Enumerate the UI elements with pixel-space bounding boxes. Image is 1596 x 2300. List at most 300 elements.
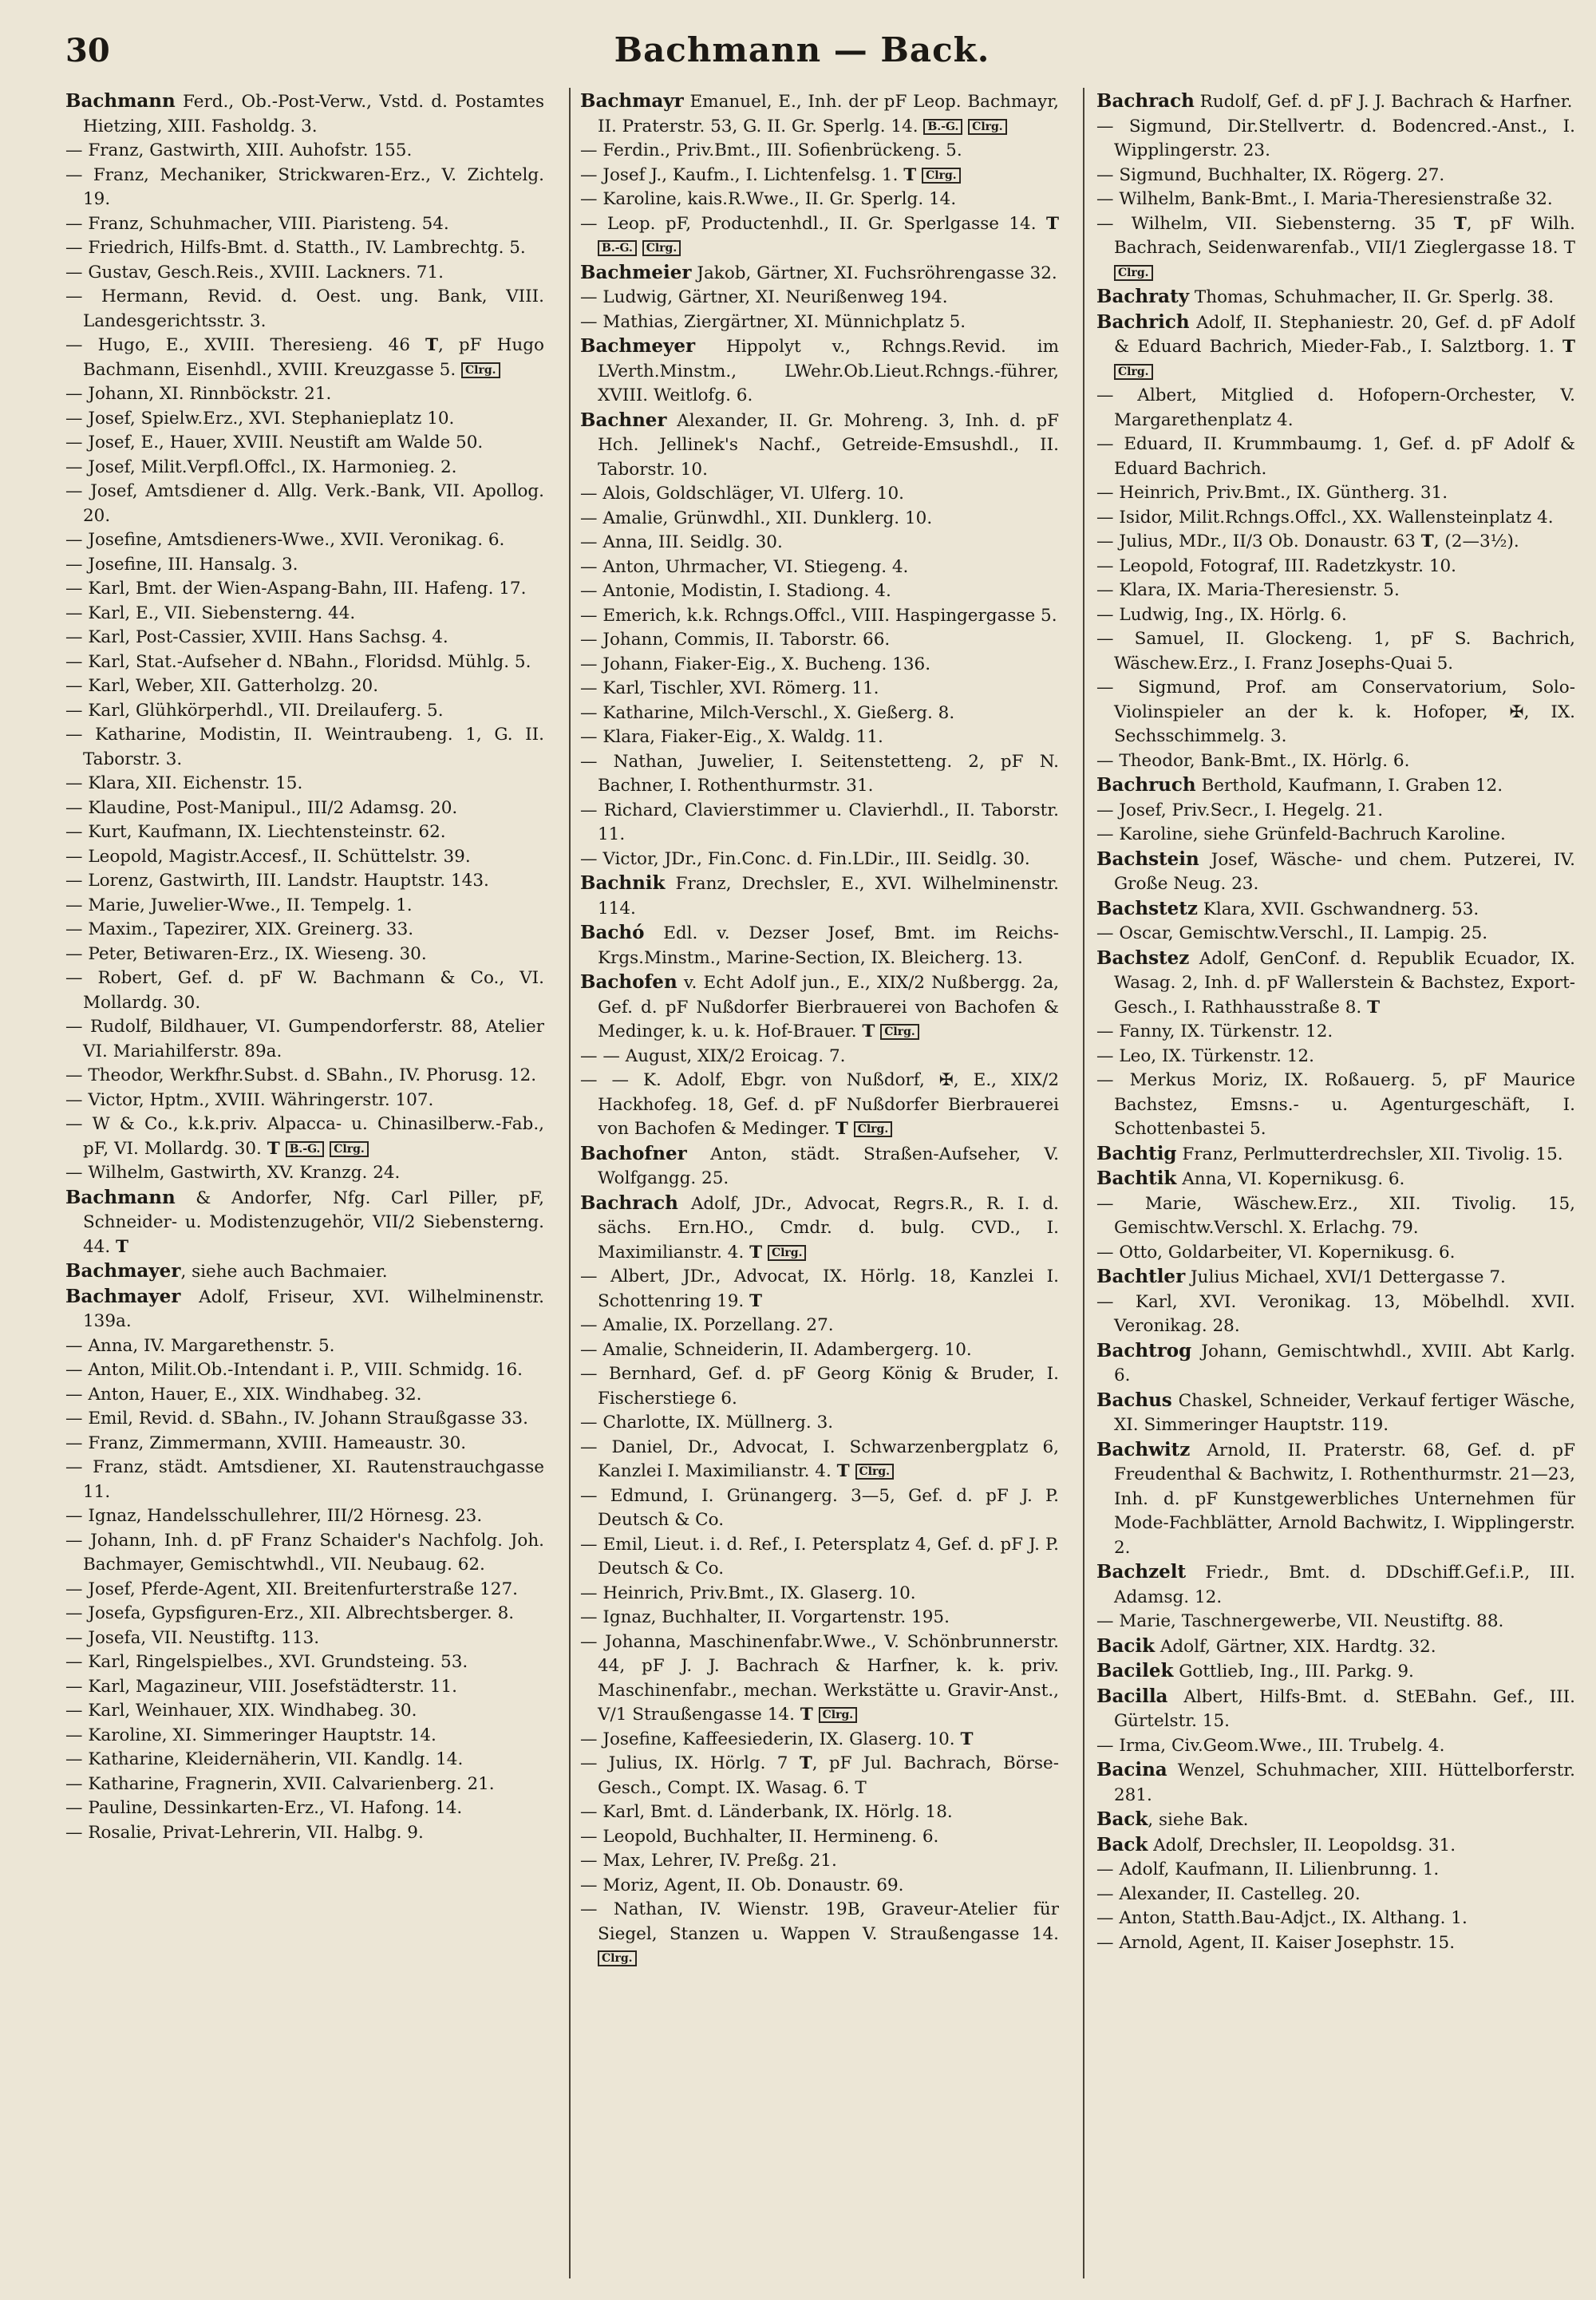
directory-entry: [580, 1314, 1059, 1338]
telephone-mark: T: [116, 1236, 129, 1257]
directory-entry: [65, 382, 544, 407]
directory-entry: [580, 164, 1059, 188]
directory-entry: [580, 1142, 1059, 1191]
directory-entry: [65, 577, 544, 602]
directory-entry: [65, 650, 544, 675]
entry-text: — Irma, Civ.Geom.Wwe., III. Trubelg. 4.: [1096, 1735, 1445, 1756]
entry-text: — Daniel, Dr., Advocat, I. Schwarzenbergplatz 6, Kanzlei I. Maximilianstr. 4.: [580, 1437, 1059, 1481]
directory-entry: [65, 1529, 544, 1578]
entry-text: — Emil, Lieut. i. d. Ref., I. Petersplatz 4, Gef. d. pF J. P. Deutsch & Co.: [580, 1534, 1059, 1579]
directory-entry: [580, 1338, 1059, 1363]
directory-entry: [1096, 1020, 1575, 1045]
page-header: [48, 29, 1556, 77]
column-middle: [580, 89, 1059, 2276]
directory-entry: [1096, 823, 1575, 848]
entry-text: — Johanna, Maschinenfabr.Wwe., V. Schönbrunnerstr. 44, pF J. J. Bachrach & Harfner, k. k. priv. Maschinenfabr., mechan. Werkstätte u. Gravir-Anst., V/1 Straußengasse 14.: [580, 1631, 1059, 1725]
surname: Bachmeier: [580, 261, 692, 283]
entry-text: — Leop. pF, Productenhdl., II. Gr. Sperlgasse 14.: [580, 213, 1046, 234]
directory-entry: [580, 531, 1059, 555]
entry-text: — Albert, JDr., Advocat, IX. Hörlg. 18, Kanzlei I. Schottenring 19.: [580, 1267, 1059, 1311]
surname: Bachrich: [1096, 310, 1190, 333]
directory-entry: [65, 699, 544, 724]
directory-entry: [1096, 1858, 1575, 1883]
badge-clrg: Clrg.: [854, 1121, 893, 1137]
column-left: [65, 89, 544, 2276]
directory-entry: [1096, 164, 1575, 188]
entry-text: , pF Wilh. Bachrach, Seidenwarenfab., VII/1 Zieglergasse 18. T: [1114, 213, 1575, 258]
entry-text: — Victor, JDr., Fin.Conc. d. Fin.LDir., III. Seidlg. 30.: [580, 848, 1030, 869]
directory-entry: [1096, 1290, 1575, 1339]
directory-entry: [65, 674, 544, 699]
entry-text: — Fanny, IX. Türkenstr. 12.: [1096, 1022, 1333, 1041]
badge-clrg: Clrg.: [461, 362, 500, 378]
entry-text: — Adolf, Kaufmann, II. Lilienbrunng. 1.: [1096, 1859, 1440, 1879]
entry-text: — Lorenz, Gastwirth, III. Landstr. Hauptstr. 143.: [65, 871, 489, 891]
telephone-mark: T: [1046, 213, 1059, 234]
entry-text: — Isidor, Milit.Rchngs.Offcl., XX. Wallensteinplatz 4.: [1096, 507, 1554, 528]
telephone-mark: T: [749, 1290, 763, 1311]
badge-bg: B.-G.: [598, 240, 637, 256]
entry-text: — Josef, Milit.Verpfl.Offcl., IX. Harmonieg. 2.: [65, 456, 457, 477]
entry-text: — Nathan, Juwelier, I. Seitenstetteng. 2, pF N. Bachner, I. Rothenthurmstr. 31.: [580, 751, 1059, 796]
entry-text: — Wilhelm, Bank-Bmt., I. Maria-Theresienstraße 32.: [1096, 189, 1553, 209]
entry-text: — Rudolf, Bildhauer, VI. Gumpendorferstr. 88, Atelier VI. Mariahilferstr. 89a.: [65, 1017, 544, 1061]
entry-text: — Anton, Uhrmacher, VI. Stiegeng. 4.: [580, 556, 909, 577]
directory-entry: [580, 1533, 1059, 1582]
entry-text: — Pauline, Dessinkarten-Erz., VI. Hafong. 14.: [65, 1798, 463, 1818]
entry-text: — Ferdin., Priv.Bmt., III. Sofienbrückeng. 5.: [580, 140, 962, 160]
entry-text: — Karl, Tischler, XVI. Römerg. 11.: [580, 678, 879, 698]
directory-entry: [65, 212, 544, 237]
directory-entry: [65, 261, 544, 286]
entry-text: — Anton, Hauer, E., XIX. Windhabeg. 32.: [65, 1384, 422, 1405]
directory-entry: [580, 409, 1059, 483]
directory-entry: [1096, 1833, 1575, 1859]
surname: Bachruch: [1096, 774, 1196, 796]
entry-text: — Johann, XI. Rinnböckstr. 21.: [65, 384, 332, 404]
directory-entry: [580, 286, 1059, 310]
entry-text: — Ludwig, Gärtner, XI. Neurißenweg 194.: [580, 287, 948, 307]
directory-entry: [1096, 310, 1575, 385]
entry-text: Josef, Wäsche- und chem. Putzerei, IV. Große Neug. 23.: [1114, 849, 1575, 894]
directory-entry: [1096, 1167, 1575, 1192]
entry-text: — Arnold, Agent, II. Kaiser Josephstr. 15.: [1096, 1932, 1456, 1953]
entry-text: — Sigmund, Buchhalter, IX. Rögerg. 27.: [1096, 164, 1445, 185]
entry-text: — Peter, Betiwaren-Erz., IX. Wieseng. 30.: [65, 943, 427, 964]
entry-text: — Marie, Wäschew.Erz., XII. Tivolig. 15, Gemischtw.Verschl. X. Erlachg. 79.: [1096, 1193, 1575, 1238]
directory-entry: [1096, 627, 1575, 676]
directory-entry: [1096, 481, 1575, 506]
directory-entry: [1096, 799, 1575, 824]
directory-entry: [65, 1407, 544, 1432]
entry-text: Hippolyt v., Rchngs.Revid. im LVerth.Minstm., LWehr.Ob.Lieut.Rchngs.-führer, XVIII. Weitlofg. 6.: [598, 337, 1059, 405]
entry-text: — Karl, Post-Cassier, XVIII. Hans Sachsg. 4.: [65, 627, 448, 647]
entry-text: — Leopold, Fotograf, III. Radetzkystr. 10.: [1096, 555, 1457, 576]
entry-text: , siehe Bak.: [1148, 1810, 1249, 1830]
entry-text: — Kurt, Kaufmann, IX. Liechtensteinstr. 62.: [65, 822, 446, 842]
directory-entry: [1096, 530, 1575, 555]
entry-text: — Hugo, E., XVIII. Theresieng. 46: [65, 335, 425, 355]
directory-entry: [580, 701, 1059, 726]
entry-text: Adolf, GenConf. d. Republik Ecuador, IX. Wasag. 2, Inh. d. pF Wallerstein & Bachstez, Export-Gesch., I. Rathhausstraße 8.: [1114, 948, 1575, 1018]
entry-text: v. Echt Adolf jun., E., XIX/2 Nußbergg. 2a, Gef. d. pF Nußdorfer Bierbrauerei von Bachofen & Medinger, k. u. k. Hof-Brauer.: [598, 973, 1059, 1041]
surname: Bachofner: [580, 1142, 687, 1164]
directory-entry: [1096, 676, 1575, 749]
entry-text: Adolf, II. Stephaniestr. 20, Gef. d. pF Adolf & Eduard Bachrich, Mieder-Fab., I. Salztborg. 1.: [1114, 312, 1575, 357]
entry-text: — Anton, Statth.Bau-Adjct., IX. Althang. 1.: [1096, 1908, 1468, 1928]
directory-entry: [1096, 384, 1575, 433]
entry-text: — Josef, E., Hauer, XVIII. Neustift am Walde 50.: [65, 433, 484, 452]
telephone-mark: T: [799, 1753, 812, 1773]
entry-text: — Katharine, Fragnerin, XVII. Calvarienberg. 21.: [65, 1773, 495, 1794]
badge-clrg: Clrg.: [968, 119, 1007, 135]
entry-text: Franz, Perlmutterdrechsler, XII. Tivolig. 15.: [1176, 1144, 1563, 1164]
surname: Bachrach: [1096, 90, 1195, 112]
entry-text: — Ignaz, Handelsschullehrer, III/2 Hörnesg. 23.: [65, 1506, 483, 1526]
entry-text: — Theodor, Bank-Bmt., IX. Hörlg. 6.: [1096, 750, 1410, 771]
badge-bg: B.-G.: [286, 1141, 325, 1157]
directory-entry: [65, 334, 544, 382]
badge-clrg: Clrg.: [768, 1245, 807, 1261]
directory-entry: [1096, 188, 1575, 212]
directory-entry: [1096, 1610, 1575, 1634]
entry-text: — Julius, IX. Hörlg. 7: [580, 1753, 800, 1773]
badge-clrg: Clrg.: [1114, 265, 1153, 281]
directory-entry: [1096, 433, 1575, 481]
entry-text: — Johann, Commis, II. Taborstr. 66.: [580, 630, 891, 650]
entry-text: — Emerich, k.k. Rchngs.Offcl., VIII. Haspingergasse 5.: [580, 605, 1057, 626]
directory-entry: [1096, 1339, 1575, 1389]
directory-entry: [65, 480, 544, 528]
surname: Bachmayer: [65, 1285, 181, 1307]
directory-entry: [580, 921, 1059, 970]
entry-text: — Alois, Goldschläger, VI. Ulferg. 10.: [580, 484, 904, 504]
telephone-mark: T: [1453, 213, 1467, 234]
directory-entry: [1096, 555, 1575, 579]
badge-clrg: Clrg.: [1114, 364, 1153, 380]
entry-text: — Josefa, VII. Neustiftg. 113.: [65, 1627, 320, 1648]
directory-entry: [65, 943, 544, 967]
directory-entry: [1096, 1734, 1575, 1759]
directory-entry: [65, 1626, 544, 1651]
entry-text: Thomas, Schuhmacher, II. Gr. Sperlg. 38.: [1189, 287, 1555, 307]
telephone-mark: T: [835, 1119, 848, 1139]
entry-text: — Karl, Stat.-Aufseher d. NBahn., Floridsd. Mühlg. 5.: [65, 651, 531, 672]
surname: Bachó: [580, 922, 645, 943]
entry-text: Ferd., Ob.-Post-Verw., Vstd. d. Postamtes Hietzing, XIII. Fasholdg. 3.: [83, 92, 544, 136]
directory-entry: [65, 1456, 544, 1504]
directory-entry: [580, 1045, 1059, 1069]
entry-text: — Josef, Spielw.Erz., XVI. Stephanieplatz 10.: [65, 408, 455, 429]
telephone-mark: T: [267, 1138, 280, 1159]
surname: Bacina: [1096, 1759, 1167, 1780]
directory-entry: [1096, 1045, 1575, 1069]
directory-entry: [65, 1186, 544, 1260]
directory-entry: [1096, 285, 1575, 310]
directory-entry: [1096, 1907, 1575, 1931]
directory-entry: [65, 1285, 544, 1334]
entry-text: — Anna, IV. Margarethenstr. 5.: [65, 1335, 335, 1356]
entry-text: — Amalie, Grünwdhl., XII. Dunklerg. 10.: [580, 508, 933, 528]
directory-entry: [1096, 1389, 1575, 1438]
directory-entry: [580, 1582, 1059, 1606]
entry-text: & Andorfer, Nfg. Carl Piller, pF, Schneider- u. Modistenzugehör, VII/2 Siebensterng. 44.: [83, 1188, 544, 1257]
entry-text: — Anna, III. Seidlg. 30.: [580, 532, 783, 552]
directory-entry: [65, 1699, 544, 1724]
entry-text: — Karoline, kais.R.Wwe., II. Gr. Sperlg. 14.: [580, 189, 957, 209]
directory-entry: [65, 236, 544, 261]
telephone-mark: T: [836, 1461, 850, 1481]
surname: Bachmann: [65, 90, 176, 112]
entry-text: — Eduard, II. Krummbaumg. 1, Gef. d. pF Adolf & Eduard Bachrich.: [1096, 434, 1575, 479]
entry-text: — Josef J., Kaufm., I. Lichtenfelsg. 1.: [580, 164, 904, 185]
directory-entry: [580, 1362, 1059, 1411]
directory-entry: [580, 1849, 1059, 1874]
badge-clrg: Clrg.: [922, 168, 961, 184]
entry-text: — Karl, Bmt. d. Länderbank, IX. Hörlg. 18.: [580, 1802, 953, 1822]
surname: Bacilek: [1096, 1660, 1174, 1682]
directory-entry: [65, 407, 544, 432]
entry-text: — Robert, Gef. d. pF W. Bachmann & Co., VI. Mollardg. 30.: [65, 968, 544, 1013]
badge-bg: B.-G.: [923, 119, 962, 135]
telephone-mark: T: [749, 1242, 763, 1263]
directory-entry: [580, 188, 1059, 212]
directory-entry: [580, 1752, 1059, 1800]
badge-clrg: Clrg.: [330, 1141, 369, 1157]
entry-text: — Merkus Moriz, IX. Roßauerg. 5, pF Maurice Bachstez, Emsns.- u. Agenturgeschäft, I. Schottenbastei 5.: [1096, 1070, 1575, 1139]
surname: Bachus: [1096, 1389, 1172, 1411]
directory-entry: [1096, 897, 1575, 923]
entry-text: — Karl, Ringelspielbes., XVI. Grundsteing. 53.: [65, 1652, 468, 1672]
directory-entry: [65, 285, 544, 334]
directory-entry: [580, 310, 1059, 335]
surname: Bachtik: [1096, 1168, 1177, 1189]
surname: Bachner: [580, 409, 667, 431]
directory-entry: [580, 1800, 1059, 1825]
directory-entry: [65, 1161, 544, 1186]
directory-entry: [1096, 1265, 1575, 1290]
entry-text: — Karl, E., VII. Siebensterng. 44.: [65, 603, 356, 623]
telephone-mark: T: [800, 1705, 813, 1725]
directory-entry: [580, 579, 1059, 604]
entry-text: — Karoline, siehe Grünfeld-Bachruch Karoline.: [1096, 824, 1506, 844]
entry-text: — Karl, Weinhauer, XIX. Windhabeg. 30.: [65, 1701, 417, 1721]
entry-text: — — August, XIX/2 Eroicag. 7.: [580, 1045, 846, 1066]
entry-text: — Josef, Priv.Secr., I. Hegelg. 21.: [1096, 800, 1384, 820]
badge-clrg: Clrg.: [642, 240, 681, 256]
entry-text: — Karl, Glühkörperhdl., VII. Dreilauferg. 5.: [65, 700, 444, 721]
entry-text: Friedr., Bmt. d. DDschiff.Gef.i.P., III. Adamsg. 12.: [1114, 1563, 1575, 1607]
entry-text: — Katharine, Milch-Verschl., X. Gießerg. 8.: [580, 702, 955, 723]
directory-entry: [580, 507, 1059, 532]
surname: Bachraty: [1096, 286, 1190, 307]
directory-entry: [65, 1383, 544, 1408]
directory-entry: [580, 1411, 1059, 1436]
entry-text: — Katharine, Modistin, II. Weintraubeng. 1, G. II. Taborstr. 3.: [65, 725, 544, 769]
entry-text: Klara, XVII. Gschwandnerg. 53.: [1197, 899, 1479, 919]
directory-entry: [65, 602, 544, 626]
directory-entry: [580, 725, 1059, 750]
entry-text: , pF Jul. Bachrach, Börse-Gesch., Compt. IX. Wasag. 6. T: [598, 1753, 1059, 1798]
directory-entry: [1096, 1634, 1575, 1660]
directory-entry: [580, 89, 1059, 139]
directory-entry: [1096, 1685, 1575, 1734]
entry-text: — Sigmund, Dir.Stellvertr. d. Bodencred.-Anst., I. Wipplingerstr. 23.: [1096, 116, 1575, 160]
entry-text: — — K. Adolf, Ebgr. von Nußdorf, ✠, E., XIX/2 Hackhofeg. 18, Gef. d. pF Nußdorfer Bierbrauerei von Bachofen & Medinger.: [580, 1070, 1059, 1139]
directory-entry: [65, 723, 544, 772]
entry-text: — Ignaz, Buchhalter, II. Vorgartenstr. 195.: [580, 1607, 950, 1627]
entry-text: — Franz, Schuhmacher, VIII. Piaristeng. 54.: [65, 213, 449, 234]
entry-text: Rudolf, Gef. d. pF J. J. Bachrach & Harfner.: [1194, 92, 1573, 112]
directory-entry: [580, 848, 1059, 872]
entry-text: — Emil, Revid. d. SBahn., IV. Johann Straußgasse 33.: [65, 1409, 528, 1429]
entry-text: Edl. v. Dezser Josef, Bmt. im Reichs-Krgs.Minstm., Marine-Section, IX. Bleicherg. 13.: [598, 923, 1059, 968]
directory-entry: [65, 1064, 544, 1089]
entry-text: — Marie, Juwelier-Wwe., II. Tempelg. 1.: [65, 895, 413, 915]
entry-text: — Franz, Zimmermann, XVIII. Hameaustr. 30.: [65, 1433, 467, 1453]
telephone-mark: T: [425, 335, 438, 355]
surname: Bachzelt: [1096, 1561, 1187, 1583]
entry-text: , pF Hugo Bachmann, Eisenhdl., XVIII. Kreuzgasse 5.: [83, 335, 544, 380]
directory-entry: [580, 1898, 1059, 1971]
directory-entry: [65, 139, 544, 164]
directory-entry: [580, 1436, 1059, 1484]
directory-entry: [1096, 1142, 1575, 1168]
entry-text: Jakob, Gärtner, XI. Fuchsröhrengasse 32.: [691, 263, 1057, 283]
entry-text: — Karl, Bmt. der Wien-Aspang-Bahn, III. Hafeng. 17.: [65, 579, 527, 599]
entry-text: — Richard, Clavierstimmer u. Clavierhdl., II. Taborstr. 11.: [580, 800, 1059, 844]
entry-text: — Leo, IX. Türkenstr. 12.: [1096, 1045, 1314, 1066]
directory-entry: [580, 139, 1059, 164]
directory-entry: [1096, 1931, 1575, 1956]
directory-entry: [580, 555, 1059, 580]
directory-entry: [580, 750, 1059, 799]
entry-text: Berthold, Kaufmann, I. Graben 12.: [1195, 776, 1503, 796]
directory-entry: [580, 1728, 1059, 1753]
entry-text: Alexander, II. Gr. Mohreng. 3, Inh. d. pF Hch. Jellinek's Nachf., Getreide-Emsushdl., II. Taborstr. 10.: [598, 410, 1059, 480]
directory-entry: [580, 1191, 1059, 1266]
entry-text: — Friedrich, Hilfs-Bmt. d. Statth., IV. Lambrechtg. 5.: [65, 238, 526, 258]
directory-entry: [65, 626, 544, 650]
directory-entry: [65, 1504, 544, 1529]
entry-text: — Heinrich, Priv.Bmt., IX. Glaserg. 10.: [580, 1583, 916, 1603]
entry-text: — Albert, Mitglied d. Hofopern-Orchester, V. Margarethenplatz 4.: [1096, 385, 1575, 430]
entry-text: , siehe auch Bachmaier.: [180, 1262, 388, 1282]
running-head: Bachmann — Back.: [614, 30, 990, 69]
entry-text: — Josefa, Gypsfiguren-Erz., XII. Albrechtsberger. 8.: [65, 1603, 515, 1623]
surname: Bachmayer: [65, 1260, 181, 1282]
directory-entry: [65, 1112, 544, 1161]
surname: Bachmayr: [580, 90, 684, 112]
directory-entry: [1096, 922, 1575, 946]
entry-text: — Samuel, II. Glockeng. 1, pF S. Bachrich, Wäschew.Erz., I. Franz Josephs-Quai 5.: [1096, 629, 1575, 674]
directory-entry: [1096, 579, 1575, 603]
entry-text: — Klara, XII. Eichenstr. 15.: [65, 773, 303, 793]
entry-text: Adolf, Friseur, XVI. Wilhelminenstr. 139a.: [83, 1286, 544, 1331]
entry-text: — Julius, MDr., II/3 Ob. Donaustr. 63: [1096, 532, 1421, 551]
entry-text: — Sigmund, Prof. am Conservatorium, Solo-Violinspieler an der k. k. Hofoper, ✠, IX. Sechsschimmelg. 3.: [1096, 678, 1575, 746]
entry-text: — Anton, Milit.Ob.-Intendant i. P., VIII. Schmidg. 16.: [65, 1360, 523, 1380]
entry-text: — Josefine, Kaffeesiederin, IX. Glaserg. 10.: [580, 1729, 961, 1749]
directory-entry: [1096, 603, 1575, 628]
directory-entry: [65, 1578, 544, 1602]
entry-text: — Heinrich, Priv.Bmt., IX. Güntherg. 31.: [1096, 483, 1448, 503]
directory-entry: [1096, 1069, 1575, 1142]
surname: Bachstein: [1096, 848, 1199, 870]
entry-text: — Klara, IX. Maria-Theresienstr. 5.: [1096, 580, 1400, 600]
directory-entry: [580, 1606, 1059, 1630]
directory-entry: [65, 796, 544, 821]
directory-entry: [1096, 212, 1575, 286]
directory-entry: [65, 1675, 544, 1700]
entry-text: Adolf, Gärtner, XIX. Hardtg. 32.: [1155, 1636, 1436, 1657]
entry-text: — Charlotte, IX. Müllnerg. 3.: [580, 1413, 834, 1433]
surname: Bacik: [1096, 1634, 1156, 1657]
directory-entry: [65, 456, 544, 480]
directory-entry: [580, 261, 1059, 287]
surname: Bachstez: [1096, 946, 1190, 969]
directory-entry: [580, 334, 1059, 409]
directory-entry: [65, 1259, 544, 1285]
page-number: 30: [65, 32, 110, 69]
entry-text: — Mathias, Ziergärtner, XI. Münnichplatz 5.: [580, 311, 966, 332]
directory-entry: [1096, 115, 1575, 164]
entry-text: — Gustav, Gesch.Reis., XVIII. Lackners. 71.: [65, 262, 444, 283]
entry-text: — Nathan, IV. Wienstr. 19B, Graveur-Atelier für Siegel, Stanzen u. Wappen V. Straußengasse 14.: [580, 1899, 1059, 1944]
directory-entry: [580, 1874, 1059, 1899]
column-right: [1096, 89, 1575, 2276]
directory-entry: [580, 1484, 1059, 1533]
surname: Bachtrog: [1096, 1339, 1192, 1361]
telephone-mark: T: [862, 1022, 875, 1041]
directory-entry: [65, 772, 544, 796]
surname: Bachwitz: [1096, 1438, 1191, 1460]
directory-entry: [1096, 89, 1575, 115]
entry-text: — Josef, Pferde-Agent, XII. Breitenfurterstraße 127.: [65, 1579, 518, 1599]
directory-entry: [65, 1432, 544, 1456]
directory-entry: [1096, 773, 1575, 799]
entry-text: Wenzel, Schuhmacher, XIII. Hüttelborferstr. 281.: [1114, 1761, 1575, 1805]
entry-text: — Ludwig, Ing., IX. Hörlg. 6.: [1096, 604, 1347, 625]
entry-text: Anna, VI. Kopernikusg. 6.: [1176, 1169, 1405, 1189]
directory-entry: [580, 799, 1059, 848]
directory-entry: [1096, 506, 1575, 531]
surname: Bachnik: [580, 872, 666, 894]
entry-text: Albert, Hilfs-Bmt. d. StEBahn. Gef., III. Gürtelstr. 15.: [1114, 1686, 1575, 1731]
directory-entry: [1096, 1883, 1575, 1907]
directory-entry: [65, 1334, 544, 1359]
telephone-mark: T: [1420, 532, 1434, 551]
surname: Bachstetz: [1096, 897, 1198, 919]
surname: Bacilla: [1096, 1685, 1168, 1707]
entry-text: — Antonie, Modistin, I. Stadiong. 4.: [580, 581, 891, 601]
entry-text: — Bernhard, Gef. d. pF Georg König & Bruder, I. Fischerstiege 6.: [580, 1364, 1059, 1409]
directory-entry: [65, 1650, 544, 1675]
badge-clrg: Clrg.: [819, 1707, 858, 1723]
entry-text: Gottlieb, Ing., III. Parkg. 9.: [1173, 1662, 1414, 1682]
telephone-mark: T: [903, 164, 917, 185]
entry-text: — Theodor, Werkfhr.Subst. d. SBahn., IV. Phorusg. 12.: [65, 1065, 537, 1085]
telephone-mark: T: [1367, 997, 1381, 1018]
entry-text: — W & Co., k.k.priv. Alpacca- u. Chinasilberw.-Fab., pF, VI. Mollardg. 30.: [65, 1114, 544, 1159]
entry-text: — Klaudine, Post-Manipul., III/2 Adamsg. 20.: [65, 797, 458, 818]
entry-text: — Wilhelm, Gastwirth, XV. Kranzg. 24.: [65, 1163, 401, 1183]
entry-text: — Johann, Inh. d. pF Franz Schaider's Nachfolg. Joh. Bachmayer, Gemischtwhdl., VII. Neubaug. 62.: [65, 1530, 544, 1575]
directory-entry: [65, 164, 544, 212]
surname: Back: [1096, 1808, 1148, 1830]
entry-text: — Leopold, Magistr.Accesf., II. Schüttelstr. 39.: [65, 846, 471, 867]
directory-entry: [580, 653, 1059, 678]
